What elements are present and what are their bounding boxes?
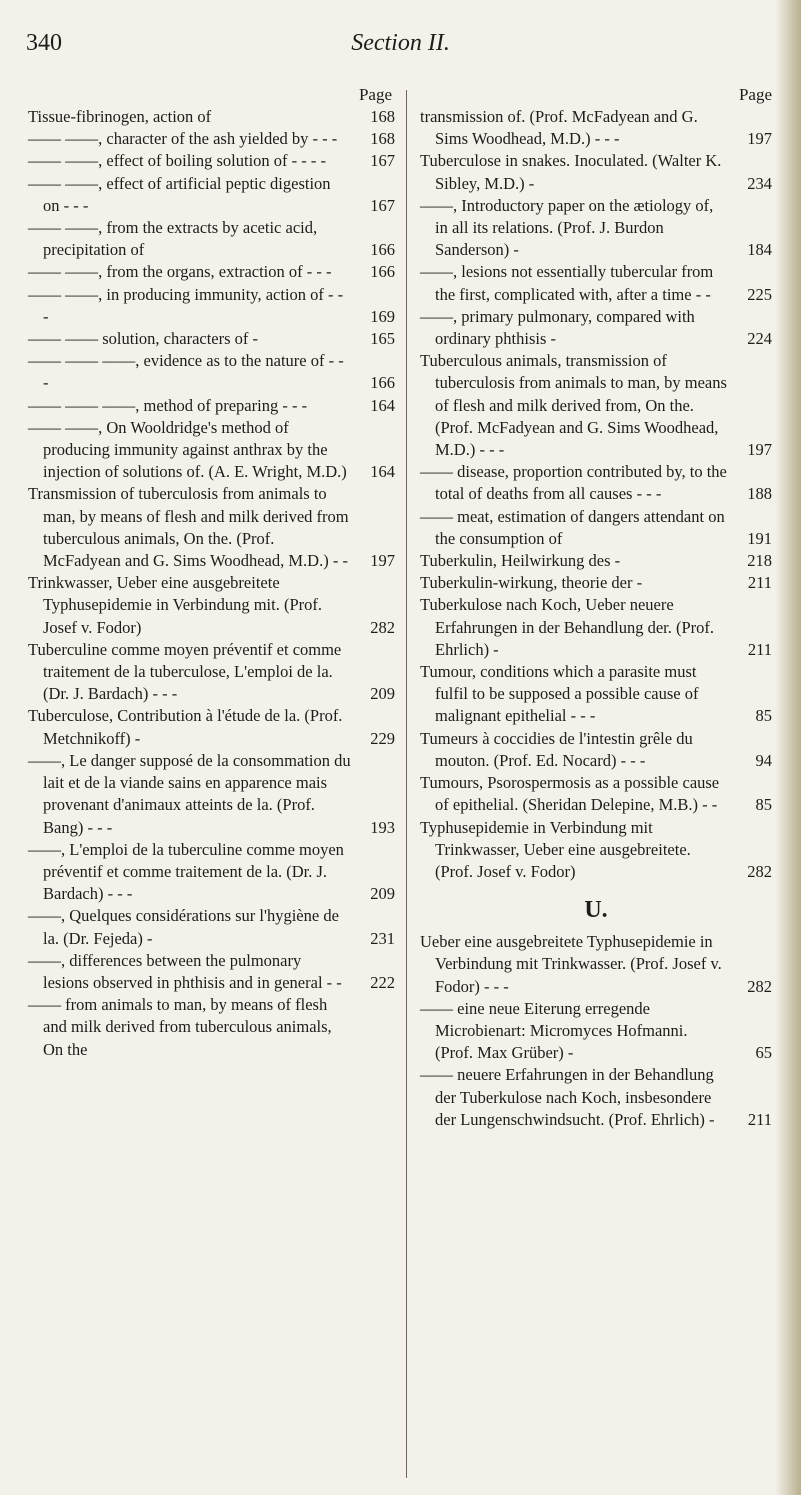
entry-page-number: 85 bbox=[755, 795, 772, 815]
entry-text: Tumours, Psorospermosis as a possible cause of epithelial. (Sheridan Delepine, M.B.) - - bbox=[420, 773, 720, 815]
entry-text: —— meat, estimation of dangers attendant on the consumption of bbox=[420, 506, 725, 548]
index-entry bbox=[420, 728, 772, 772]
index-entry bbox=[28, 572, 395, 639]
entry-page-number: 234 bbox=[747, 173, 772, 193]
index-entry bbox=[28, 483, 395, 572]
index-entry bbox=[28, 217, 395, 261]
entry-text: Trinkwasser, Ueber eine ausgebreitete Typhusepidemie in Verbindung mit. (Prof. Josef v. Fodor) bbox=[28, 573, 323, 637]
index-entry bbox=[420, 1064, 772, 1131]
entry-page-number: 282 bbox=[747, 861, 772, 881]
entry-page-number: 166 bbox=[370, 262, 395, 282]
index-entry bbox=[420, 594, 772, 661]
index-entry bbox=[28, 950, 395, 994]
entry-page-number: 85 bbox=[755, 706, 772, 726]
entry-text: Tuberkulose nach Koch, Ueber neuere Erfahrungen in der Behandlung der. (Prof. Ehrlich) - bbox=[420, 595, 715, 659]
index-entry bbox=[420, 195, 772, 262]
entry-page-number: 166 bbox=[370, 240, 395, 260]
entry-text: —— from animals to man, by means of flesh and milk derived from tuberculous animals, On the bbox=[28, 995, 332, 1059]
entry-text: —— ——, effect of artificial peptic digestion on - - - bbox=[28, 173, 331, 215]
index-entry bbox=[420, 350, 772, 461]
index-entry bbox=[28, 106, 395, 128]
index-entry bbox=[420, 506, 772, 550]
index-entry bbox=[28, 328, 395, 350]
index-entry bbox=[28, 395, 395, 417]
entry-page-number: 222 bbox=[370, 972, 395, 992]
entry-text: ——, L'emploi de la tuberculine comme moyen préventif et comme traitement de la. (Dr. J. Bardach) - - - bbox=[28, 839, 344, 904]
entry-text: Tuberculine comme moyen préventif et comme traitement de la tuberculose, L'emploi de la. (Dr. J. Bardach) - - - bbox=[28, 639, 342, 704]
column-divider bbox=[406, 90, 407, 1478]
entry-page-number: 164 bbox=[370, 462, 395, 482]
index-entry bbox=[420, 306, 772, 350]
section-letter-heading bbox=[420, 895, 772, 925]
entry-text: —— ——, On Wooldridge's method of producing immunity against anthrax by the injection of solutions of. (A. E. Wright, M.D.) bbox=[28, 417, 347, 482]
entry-page-number: 94 bbox=[755, 750, 772, 770]
entry-page-number: 211 bbox=[747, 573, 772, 593]
left-entry-list bbox=[28, 106, 395, 1061]
entry-text: —— disease, proportion contributed by, to the total of deaths from all causes - - - bbox=[420, 462, 727, 504]
index-entry bbox=[28, 128, 395, 150]
entry-text: Transmission of tuberculosis from animals to man, by means of flesh and milk derived from tuberculous animals, On the. (Prof. McFadyean and G. Sims Woodhead, M.D.) - - bbox=[28, 484, 349, 571]
section-title: Section II. bbox=[351, 30, 450, 56]
index-entry bbox=[28, 750, 395, 839]
index-entry bbox=[420, 150, 772, 194]
entry-page-number: 224 bbox=[747, 329, 772, 349]
entry-text: —— —— solution, characters of - bbox=[28, 329, 259, 349]
index-entry bbox=[28, 261, 395, 283]
entry-page-number: 211 bbox=[747, 639, 772, 659]
index-entry bbox=[28, 284, 395, 328]
index-entry bbox=[28, 994, 395, 1061]
entry-page-number: 225 bbox=[747, 284, 772, 304]
entry-page-number: 167 bbox=[370, 195, 395, 215]
entry-text: ——, primary pulmonary, compared with ordinary phthisis - bbox=[420, 306, 695, 349]
entry-text: ——, differences between the pulmonary lesions observed in phthisis and in general - - bbox=[28, 950, 342, 992]
entry-page-number: 197 bbox=[747, 129, 772, 149]
index-entry bbox=[420, 572, 772, 594]
right-page-label: Page bbox=[738, 85, 772, 104]
index-entry bbox=[28, 350, 395, 394]
entry-page-number: 166 bbox=[370, 373, 395, 393]
page-header bbox=[0, 30, 801, 70]
entry-text: Tissue-fibrinogen, action of bbox=[28, 107, 212, 126]
entry-page-number: 168 bbox=[370, 107, 395, 126]
entry-page-number: 188 bbox=[747, 484, 772, 504]
entry-text: U. bbox=[584, 897, 608, 924]
index-entry bbox=[420, 461, 772, 505]
index-entry bbox=[28, 705, 395, 749]
entry-page-number: 231 bbox=[370, 928, 395, 948]
index-entry bbox=[420, 817, 772, 884]
entry-text: Tuberkulin-wirkung, theorie der - bbox=[420, 573, 643, 593]
entry-page-number: 169 bbox=[370, 306, 395, 326]
entry-text: ——, lesions not essentially tubercular from the first, complicated with, after a time - - bbox=[420, 262, 714, 304]
entry-text: —— neuere Erfahrungen in der Behandlung der Tuberkulose nach Koch, insbesondere der Lungenschwindsucht. (Prof. Ehrlich) - bbox=[420, 1065, 715, 1129]
left-column bbox=[28, 84, 395, 1061]
left-page-label: Page bbox=[358, 85, 392, 104]
entry-text: ——, Quelques considérations sur l'hygiène de la. (Dr. Fejeda) - bbox=[28, 906, 339, 948]
entry-text: Tumour, conditions which a parasite must fulfil to be supposed a possible cause of malignant epithelial - - - bbox=[420, 662, 699, 726]
index-entry bbox=[420, 931, 772, 998]
entry-text: Tuberkulin, Heilwirkung des - bbox=[420, 551, 621, 571]
index-entry bbox=[28, 839, 395, 906]
entry-text: —— eine neue Eiterung erregende Microbienart: Micromyces Hofmanni. (Prof. Max Grüber) - bbox=[420, 998, 688, 1063]
entry-page-number: 209 bbox=[370, 884, 395, 904]
right-entry-list bbox=[420, 106, 772, 1131]
entry-page-number: 282 bbox=[747, 976, 772, 996]
entry-text: ——, Introductory paper on the ætiology of, in all its relations. (Prof. J. Burdon Sanderson) - bbox=[420, 195, 714, 260]
entry-page-number: 209 bbox=[370, 684, 395, 704]
entry-text: —— ——, effect of boiling solution of - - - - bbox=[28, 151, 327, 171]
entry-text: —— —— ——, evidence as to the nature of - - - bbox=[28, 351, 344, 393]
entry-page-number: 218 bbox=[747, 551, 772, 571]
index-entry bbox=[420, 998, 772, 1065]
entry-text: —— —— ——, method of preparing - - - bbox=[28, 395, 308, 415]
entry-text: —— ——, from the organs, extraction of - - - bbox=[28, 262, 332, 282]
entry-page-number: 168 bbox=[370, 129, 395, 149]
page-edge-shading bbox=[775, 0, 801, 1495]
index-entry bbox=[420, 106, 772, 150]
entry-page-number: 211 bbox=[747, 1109, 772, 1129]
entry-page-number: 191 bbox=[747, 528, 772, 548]
right-column bbox=[420, 84, 772, 1131]
entry-page-number: 197 bbox=[747, 440, 772, 460]
entry-page-number: 184 bbox=[747, 240, 772, 260]
index-entry bbox=[420, 550, 772, 572]
index-entry bbox=[28, 173, 395, 217]
entry-text: Typhusepidemie in Verbindung mit Trinkwasser, Ueber eine ausgebreitete. (Prof. Josef v. Fodor) bbox=[420, 817, 691, 881]
index-entry bbox=[420, 661, 772, 728]
index-entry bbox=[28, 905, 395, 949]
entry-page-number: 282 bbox=[370, 617, 395, 637]
index-entry bbox=[28, 417, 395, 484]
index-entry bbox=[420, 772, 772, 816]
entry-text: Ueber eine ausgebreitete Typhusepidemie in Verbindung mit Trinkwasser. (Prof. Josef v. Fodor) - - - bbox=[420, 932, 722, 996]
entry-page-number: 229 bbox=[370, 728, 395, 748]
entry-text: —— ——, in producing immunity, action of - - - bbox=[28, 284, 344, 326]
index-entry bbox=[28, 639, 395, 706]
entry-text: transmission of. (Prof. McFadyean and G. Sims Woodhead, M.D.) - - - bbox=[420, 107, 698, 149]
entry-page-number: 197 bbox=[370, 551, 395, 571]
entry-text: —— ——, character of the ash yielded by - - - bbox=[28, 129, 338, 149]
entry-page-number: 65 bbox=[755, 1043, 772, 1063]
entry-text: Tuberculose in snakes. Inoculated. (Walter K. Sibley, M.D.) - bbox=[420, 151, 722, 193]
entry-text: ——, Le danger supposé de la consommation du lait et de la viande sains en apparence mais provenant d'animaux atteints de la. (Prof. Bang) - - - bbox=[28, 750, 351, 837]
index-entry bbox=[28, 150, 395, 172]
entry-page-number: 164 bbox=[370, 395, 395, 415]
entry-text: —— ——, from the extracts by acetic acid, precipitation of bbox=[28, 218, 318, 260]
page-number: 340 bbox=[26, 30, 62, 56]
entry-page-number: 165 bbox=[370, 329, 395, 349]
entry-page-number: 193 bbox=[370, 817, 395, 837]
entry-page-number: 167 bbox=[370, 151, 395, 171]
entry-text: Tumeurs à coccidies de l'intestin grêle du mouton. (Prof. Ed. Nocard) - - - bbox=[420, 728, 693, 770]
index-entry bbox=[420, 261, 772, 305]
entry-text: Tuberculous animals, transmission of tuberculosis from animals to man, by means of flesh and milk derived from, On the. (Prof. McFadyean and G. Sims Woodhead, M.D.) - - - bbox=[420, 351, 727, 460]
entry-text: Tuberculose, Contribution à l'étude de la. (Prof. Metchnikoff) - bbox=[28, 706, 343, 748]
